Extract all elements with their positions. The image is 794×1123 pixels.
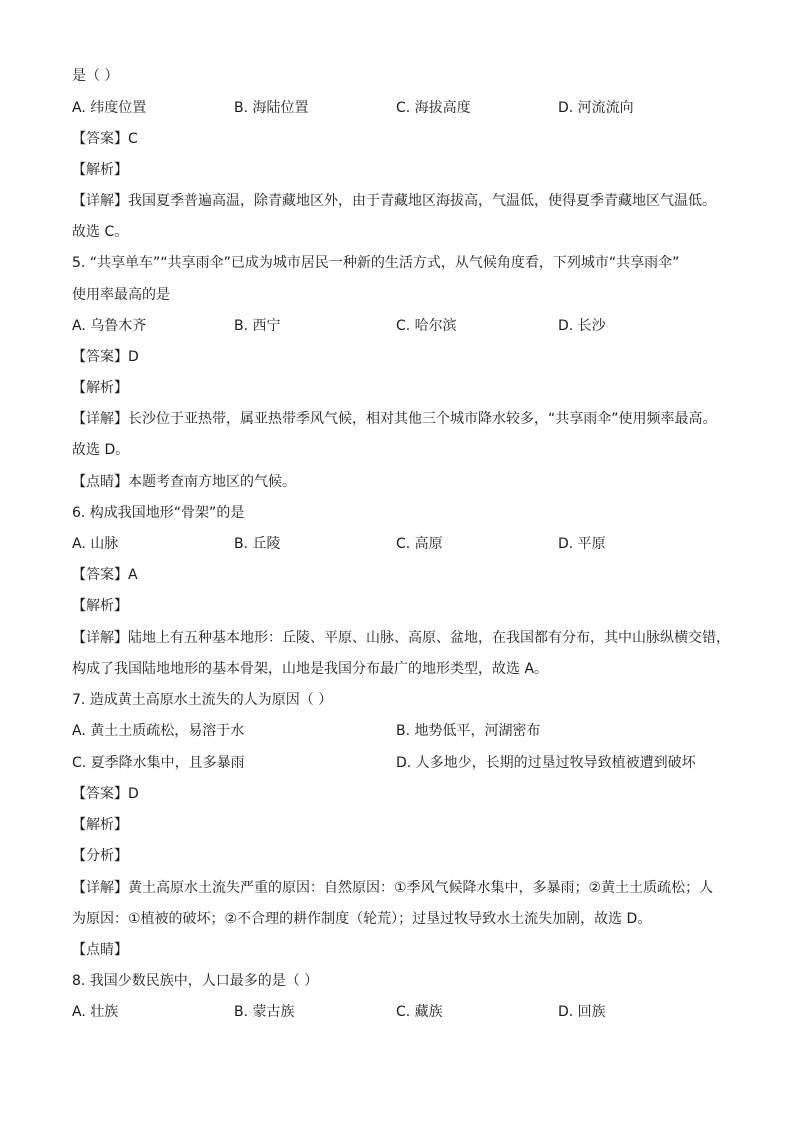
option-c: C. 海拔高度 <box>396 100 471 116</box>
option-d: D. 长沙 <box>558 318 606 334</box>
question-8-stem: 8. 我国少数民族中，人口最多的是（ ） <box>72 973 319 989</box>
option-d: D. 回族 <box>558 1004 606 1020</box>
question-7-stem: 7. 造成黄土高原水土流失的人为原因（ ） <box>72 692 333 708</box>
detail-text: 故选 C。 <box>72 224 129 240</box>
comment: 【点睛】 <box>72 942 128 958</box>
option-b: B. 地势低平，河湖密布 <box>396 723 541 739</box>
option-d: D. 河流流向 <box>558 100 634 116</box>
option-b: B. 海陆位置 <box>234 100 309 116</box>
option-a: A. 乌鲁木齐 <box>72 318 147 334</box>
detail-text: 【详解】长沙位于亚热带，属亚热带季风气候，相对其他三个城市降水较多，“共享雨伞”使用频率最高。 <box>72 411 717 427</box>
option-d: D. 人多地少，长期的过垦过牧导致植被遭到破坏 <box>396 755 696 771</box>
answer: 【答案】D <box>72 786 139 802</box>
detail-text: 【详解】我国夏季普遍高温，除青藏地区外，由于青藏地区海拔高，气温低，使得夏季青藏地区气温低。 <box>72 193 716 209</box>
detail-text: 故选 D。 <box>72 442 130 458</box>
question-5-stem: 使用率最高的是 <box>72 287 170 303</box>
detail-text: 为原因：①植被的破坏；②不合理的耕作制度（轮荒）；过垦过牧导致水土流失加剧，故选 D。 <box>72 911 652 927</box>
option-c: C. 高原 <box>396 536 443 552</box>
answer: 【答案】D <box>72 349 139 365</box>
analysis-label: 【解析】 <box>72 162 128 178</box>
option-c: C. 夏季降水集中，且多暴雨 <box>72 755 245 771</box>
option-a: A. 壮族 <box>72 1004 119 1020</box>
fenxi-label: 【分析】 <box>72 848 128 864</box>
answer: 【答案】C <box>72 131 138 147</box>
option-c: C. 藏族 <box>396 1004 443 1020</box>
option-b: B. 西宁 <box>234 318 281 334</box>
analysis-label: 【解析】 <box>72 817 128 833</box>
question-4-stem-tail: 是（ ） <box>72 68 119 84</box>
detail-text: 【详解】陆地上有五种基本地形：丘陵、平原、山脉、高原、盆地，在我国都有分布，其中山脉纵横交错， <box>72 630 730 646</box>
option-b: B. 丘陵 <box>234 536 281 552</box>
option-b: B. 蒙古族 <box>234 1004 295 1020</box>
comment: 【点睛】本题考查南方地区的气候。 <box>72 474 296 490</box>
option-a: A. 山脉 <box>72 536 119 552</box>
answer: 【答案】A <box>72 567 138 583</box>
analysis-label: 【解析】 <box>72 598 128 614</box>
option-c: C. 哈尔滨 <box>396 318 457 334</box>
detail-text: 【详解】黄土高原水土流失严重的原因：自然原因：①季风气候降水集中，多暴雨；②黄土土质疏松；人 <box>72 880 714 896</box>
option-a: A. 纬度位置 <box>72 100 147 116</box>
option-d: D. 平原 <box>558 536 606 552</box>
question-5-stem: 5. “共享单车”“共享雨伞”已成为城市居民一种新的生活方式，从气候角度看，下列城市“共享雨伞” <box>72 255 680 271</box>
detail-text: 构成了我国陆地地形的基本骨架，山地是我国分布最广的地形类型，故选 A。 <box>72 661 549 677</box>
analysis-label: 【解析】 <box>72 380 128 396</box>
question-6-stem: 6. 构成我国地形“骨架”的是 <box>72 505 245 521</box>
option-a: A. 黄土土质疏松，易溶于水 <box>72 723 245 739</box>
